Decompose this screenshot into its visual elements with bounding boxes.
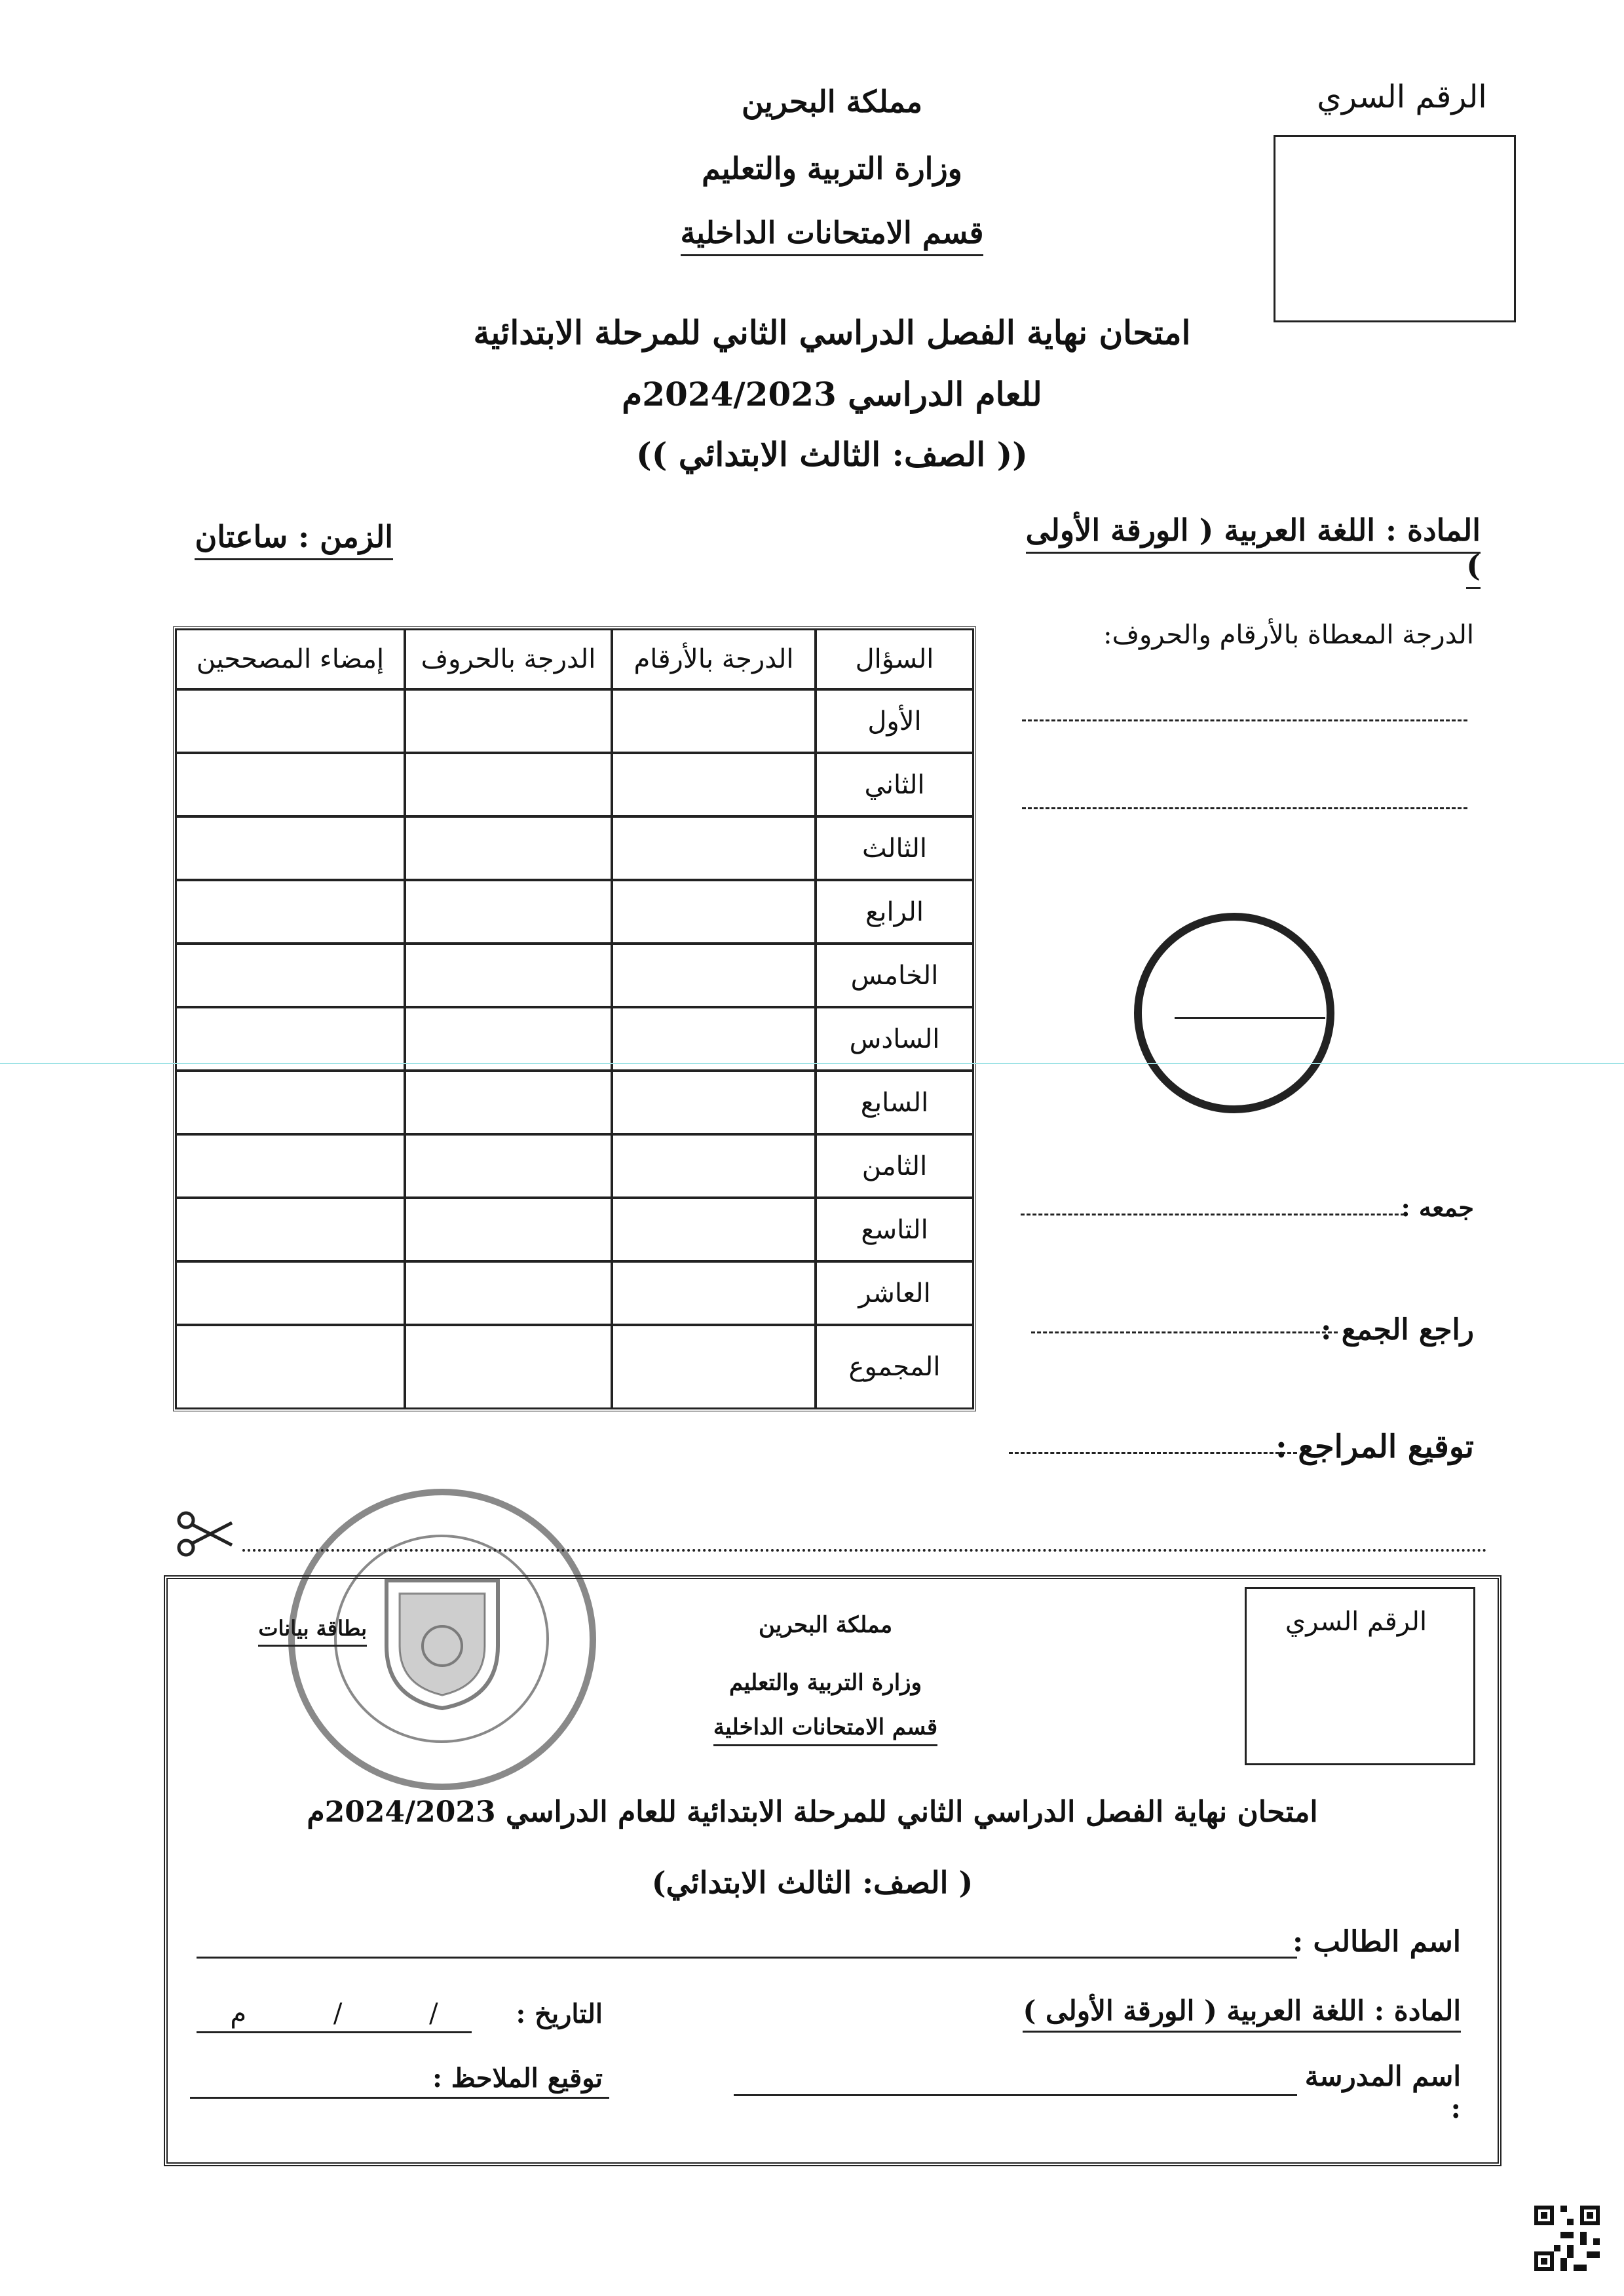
- academic-year: للعام الدراسي 2024/2023م: [622, 375, 1042, 413]
- signature-cell[interactable]: [176, 1261, 405, 1325]
- qr-code-icon: [1534, 2206, 1600, 2271]
- table-row: [176, 1134, 973, 1198]
- grade-numbers-cell[interactable]: [612, 1261, 816, 1325]
- table-row: [176, 944, 973, 1007]
- table-row: [176, 1071, 973, 1134]
- card-exam-title: امتحان نهاية الفصل الدراسي الثاني للمرحلة الابتدائية للعام الدراسي 2024/2023م: [307, 1795, 1318, 1829]
- signature-cell[interactable]: [176, 880, 405, 944]
- department-name: [655, 215, 1009, 250]
- table-row: [176, 689, 973, 753]
- table-row: [176, 880, 973, 944]
- sum-reviewed-line[interactable]: [1031, 1331, 1338, 1333]
- card-secret-number-label: الرقم السري: [1285, 1607, 1427, 1637]
- date-label: التاريخ :: [516, 1999, 603, 2029]
- grade-letters-cell[interactable]: [405, 753, 612, 816]
- scissors-icon: [176, 1511, 235, 1557]
- question-label: الثامن: [816, 1134, 973, 1198]
- total-label: المجموع: [816, 1325, 973, 1409]
- card-grade-level: ( الصف: الثالث الابتدائي): [651, 1865, 973, 1900]
- grades-table-header-row: [176, 629, 973, 689]
- question-label: السابع: [816, 1071, 973, 1134]
- total-signature-cell[interactable]: [176, 1325, 405, 1409]
- total-score-circle[interactable]: [1134, 913, 1334, 1113]
- question-label: التاسع: [816, 1198, 973, 1261]
- reviewer-signature-label: توقيع المراجع :: [1275, 1428, 1474, 1465]
- signature-cell[interactable]: [176, 1071, 405, 1134]
- data-card-text: بطاقة بيانات: [258, 1616, 367, 1647]
- question-label: الأول: [816, 689, 973, 753]
- signature-cell[interactable]: [176, 944, 405, 1007]
- grade-letters-cell[interactable]: [405, 816, 612, 880]
- table-row: [176, 1198, 973, 1261]
- observer-signature-label: توقيع الملاحظ :: [432, 2063, 603, 2094]
- grades-table: [173, 626, 976, 1411]
- time-text: الزمن : ساعتان: [195, 519, 393, 560]
- question-label: الثالث: [816, 816, 973, 880]
- col-grade-numbers-header: الدرجة بالأرقام: [612, 629, 816, 689]
- table-row: [176, 1261, 973, 1325]
- reviewer-signature-line[interactable]: [1009, 1452, 1297, 1454]
- card-department-name: [694, 1714, 956, 1740]
- signature-cell[interactable]: [176, 816, 405, 880]
- stamp-emblem-icon: [373, 1567, 511, 1712]
- date-field[interactable]: / / م: [197, 1999, 472, 2033]
- grade-letters-cell[interactable]: [405, 1134, 612, 1198]
- grade-numbers-cell[interactable]: [612, 689, 816, 753]
- total-row: [176, 1325, 973, 1409]
- exam-title: امتحان نهاية الفصل الدراسي الثاني للمرحلة الابتدائية: [473, 313, 1191, 352]
- grade-given-line-2[interactable]: [1022, 807, 1467, 809]
- official-stamp: [288, 1489, 596, 1790]
- question-label: الخامس: [816, 944, 973, 1007]
- card-subject-label: [1022, 1995, 1461, 2027]
- observer-signature-field[interactable]: [190, 2097, 609, 2099]
- scan-artifact-line: [0, 1063, 1624, 1064]
- table-row: [176, 753, 973, 816]
- grade-numbers-cell[interactable]: [612, 1198, 816, 1261]
- grade-letters-cell[interactable]: [405, 1261, 612, 1325]
- grade-letters-cell[interactable]: [405, 1198, 612, 1261]
- total-numbers-cell[interactable]: [612, 1325, 816, 1409]
- grade-level: (( الصف: الثالث الابتدائي )): [636, 435, 1028, 474]
- signature-cell[interactable]: [176, 753, 405, 816]
- grade-numbers-cell[interactable]: [612, 880, 816, 944]
- subject-text: المادة : اللغة العربية ( الورقة الأولى ): [1026, 512, 1481, 589]
- grade-numbers-cell[interactable]: [612, 1071, 816, 1134]
- summed-by-label: جمعه :: [1401, 1193, 1474, 1222]
- time-label: [157, 519, 393, 554]
- total-score-line: [1175, 1017, 1325, 1019]
- card-subject-text: المادة : اللغة العربية ( الورقة الأولى ): [1023, 1995, 1461, 2033]
- student-name-label: اسم الطالب :: [1293, 1925, 1461, 1959]
- kingdom-name: مملكة البحرين: [741, 84, 923, 119]
- sum-reviewed-label: راجع الجمع :: [1321, 1313, 1474, 1347]
- signature-cell[interactable]: [176, 1198, 405, 1261]
- question-label: السادس: [816, 1007, 973, 1071]
- grade-numbers-cell[interactable]: [612, 1134, 816, 1198]
- col-signature-header: إمضاء المصححين: [176, 629, 405, 689]
- card-kingdom-name: مملكة البحرين: [758, 1612, 893, 1638]
- ministry-name: وزارة التربية والتعليم: [702, 151, 962, 186]
- grade-numbers-cell[interactable]: [612, 944, 816, 1007]
- grade-numbers-cell[interactable]: [612, 816, 816, 880]
- total-letters-cell[interactable]: [405, 1325, 612, 1409]
- grade-letters-cell[interactable]: [405, 1071, 612, 1134]
- grade-numbers-cell[interactable]: [612, 753, 816, 816]
- grade-letters-cell[interactable]: [405, 1007, 612, 1071]
- secret-number-label: الرقم السري: [1317, 79, 1487, 115]
- subject-label: [1022, 512, 1481, 583]
- school-name-field[interactable]: [734, 2094, 1297, 2096]
- col-question-header: السؤال: [816, 629, 973, 689]
- table-row: [176, 816, 973, 880]
- grade-letters-cell[interactable]: [405, 689, 612, 753]
- secret-number-box[interactable]: [1274, 135, 1516, 322]
- summed-by-line[interactable]: [1021, 1214, 1405, 1215]
- grade-given-line-1[interactable]: [1022, 719, 1467, 721]
- signature-cell[interactable]: [176, 1007, 405, 1071]
- question-label: الرابع: [816, 880, 973, 944]
- card-ministry-name: وزارة التربية والتعليم: [729, 1670, 922, 1696]
- grade-letters-cell[interactable]: [405, 944, 612, 1007]
- department-text: قسم الامتحانات الداخلية: [681, 215, 984, 256]
- question-label: الثاني: [816, 753, 973, 816]
- grade-numbers-cell[interactable]: [612, 1007, 816, 1071]
- table-row: [176, 1007, 973, 1071]
- grade-letters-cell[interactable]: [405, 880, 612, 944]
- school-name-label: اسم المدرسة :: [1304, 2060, 1461, 2124]
- card-department-text: قسم الامتحانات الداخلية: [713, 1714, 937, 1746]
- grade-given-label: الدرجة المعطاة بالأرقام والحروف:: [1103, 620, 1474, 650]
- question-label: العاشر: [816, 1261, 973, 1325]
- col-grade-letters-header: الدرجة بالحروف: [405, 629, 612, 689]
- signature-cell[interactable]: [176, 689, 405, 753]
- signature-cell[interactable]: [176, 1134, 405, 1198]
- student-name-field[interactable]: [197, 1957, 1297, 1959]
